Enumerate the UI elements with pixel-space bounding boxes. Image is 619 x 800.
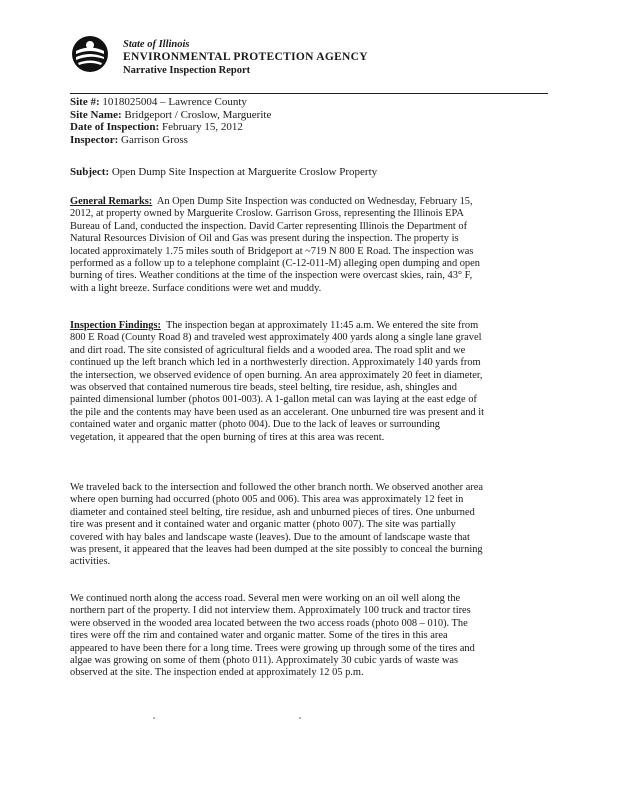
findings-line: the pile and the contents may have been used as an accelerant. One unburned tire was present and it <box>70 406 485 418</box>
findings-line: where open burning had occurred (photo 005 and 006). This area was approximately 12 feet in <box>70 494 464 506</box>
findings-line: Inspection Findings: The inspection began at approximately 11:45 a.m. We entered the site from <box>70 320 479 331</box>
findings-line: We continued north along the access road. Several men were working on an oil well along the <box>70 593 461 604</box>
inspection-findings-paragraph-2 <box>70 482 554 569</box>
findings-line: the intersection, we observed evidence of open burning. An area approximately 20 feet in diameter, <box>70 369 483 381</box>
scan-specks <box>150 716 450 720</box>
findings-line: was present, it appeared that the leaves had been dumped at the site possibly to conceal the burning <box>70 544 483 556</box>
illinois-epa-logo-icon <box>70 34 110 74</box>
site-number-row <box>70 96 550 109</box>
general-remarks-line: burning of tires. Weather conditions at the time of the inspection were overcast skies, rain, 43° F, <box>70 270 473 282</box>
site-details <box>70 96 550 146</box>
findings-line: 800 E Road (County Road 8) and traveled west approximately 400 yards along a single lane gravel <box>70 332 482 344</box>
header-divider <box>70 93 548 94</box>
findings-line: and dirt road. The site consisted of agricultural fields and a wooded area. The road split and we <box>70 344 466 356</box>
inspection-findings-paragraph-3 <box>70 593 554 680</box>
letterhead <box>70 34 550 84</box>
general-remarks-line: with a light breeze. Surface conditions were wet and muddy. <box>70 282 322 294</box>
inspection-findings-paragraph-1 <box>70 320 554 444</box>
report-type: Narrative Inspection Report <box>123 65 251 76</box>
general-remarks-line: General Remarks: An Open Dump Site Inspection was conducted on Wednesday, February 15, <box>70 196 473 207</box>
subject-label: Subject: <box>70 166 110 178</box>
findings-line: painted dimensional lumber (photos 001-003). A 1-gallon metal can was laying at the east edge of <box>70 394 477 406</box>
inspection-date-value: February 15, 2012 <box>161 121 243 133</box>
subject-value: Open Dump Site Inspection at Marguerite Croslow Property <box>111 166 378 178</box>
findings-line: appeared to have been there for a long time. Trees were growing up through some of the tires and <box>70 642 475 654</box>
site-name-row <box>70 109 550 122</box>
general-remarks-line: Natural Resources Division of Oil and Gas was present during the inspection. The property is <box>70 233 459 245</box>
findings-line: tires were off the rim and contained water and organic matter. Some of the tires in this area <box>70 630 448 642</box>
findings-line: observed at the site. The inspection ended at approximately 12 05 p.m. <box>70 667 364 679</box>
site-number-label: Site #: <box>70 96 100 108</box>
state-name: State of Illinois <box>123 39 190 50</box>
findings-line: covered with hay bales and landscape waste (leaves). Due to the amount of landscape waste that <box>70 531 470 543</box>
subject-line <box>70 166 550 178</box>
findings-line: tire was present and it contained water and organic matter (photo 007). The site was partially <box>70 519 456 531</box>
agency-name: ENVIRONMENTAL PROTECTION AGENCY <box>123 51 368 63</box>
findings-line: We traveled back to the intersection and followed the other branch north. We observed another area <box>70 482 484 493</box>
inspector-row <box>70 134 550 147</box>
findings-line: algae was growing on some of them (photo 011). Approximately 30 cubic yards of waste was <box>70 655 459 667</box>
inspection-findings-heading: Inspection Findings: <box>70 320 161 331</box>
inspector-label: Inspector: <box>70 133 119 146</box>
findings-line: were observed in the wooded area located between the two access roads (photo 008 – 010). The <box>70 617 468 629</box>
findings-line: continued up the left branch which led in a northwesterly direction. Approximately 140 yards from <box>70 357 481 369</box>
site-number-value: 1018025004 – Lawrence County <box>102 96 247 108</box>
site-name-value: Bridgeport / Croslow, Marguerite <box>124 108 272 121</box>
general-remarks-line: 2012, at property owned by Marguerite Croslow. Garrison Gross, representing the Illinois EPA <box>70 208 464 220</box>
inspection-date-label: Date of Inspection: <box>70 121 160 133</box>
general-remarks-line: performed as a follow up to a telephone complaint (C-12-011-M) alleging open dumping and open <box>70 258 480 270</box>
findings-line: vegetation, it appeared that the open burning of tires at this area was recent. <box>70 431 385 443</box>
agency-block <box>123 38 368 77</box>
general-remarks-heading: General Remarks: <box>70 196 153 207</box>
findings-line: activities. <box>70 556 111 568</box>
findings-line: northern part of the property. I did not interview them. Approximately 100 truck and tractor tires <box>70 605 471 617</box>
general-remarks-line: located approximately 1.75 miles south of Bridgeport at ~719 N 800 E Road. The inspection was <box>70 245 474 257</box>
inspection-date-row <box>70 121 550 134</box>
findings-line: diameter and contained steel belting, tire residue, ash and unburned pieces of tires. One unburned <box>70 506 475 518</box>
general-remarks-section <box>70 196 554 295</box>
findings-line: contained water and organic matter (photo 004). Due to the lack of leaves or surrounding <box>70 419 440 431</box>
general-remarks-line: Bureau of Land, conducted the inspection. David Carter representing Illinois the Department of <box>70 220 468 232</box>
findings-line: was observed that contained numerous tire beads, steel belting, tire residue, ash, shingles and <box>70 382 457 394</box>
inspector-value: Garrison Gross <box>121 133 188 146</box>
site-name-label: Site Name: <box>70 108 122 121</box>
